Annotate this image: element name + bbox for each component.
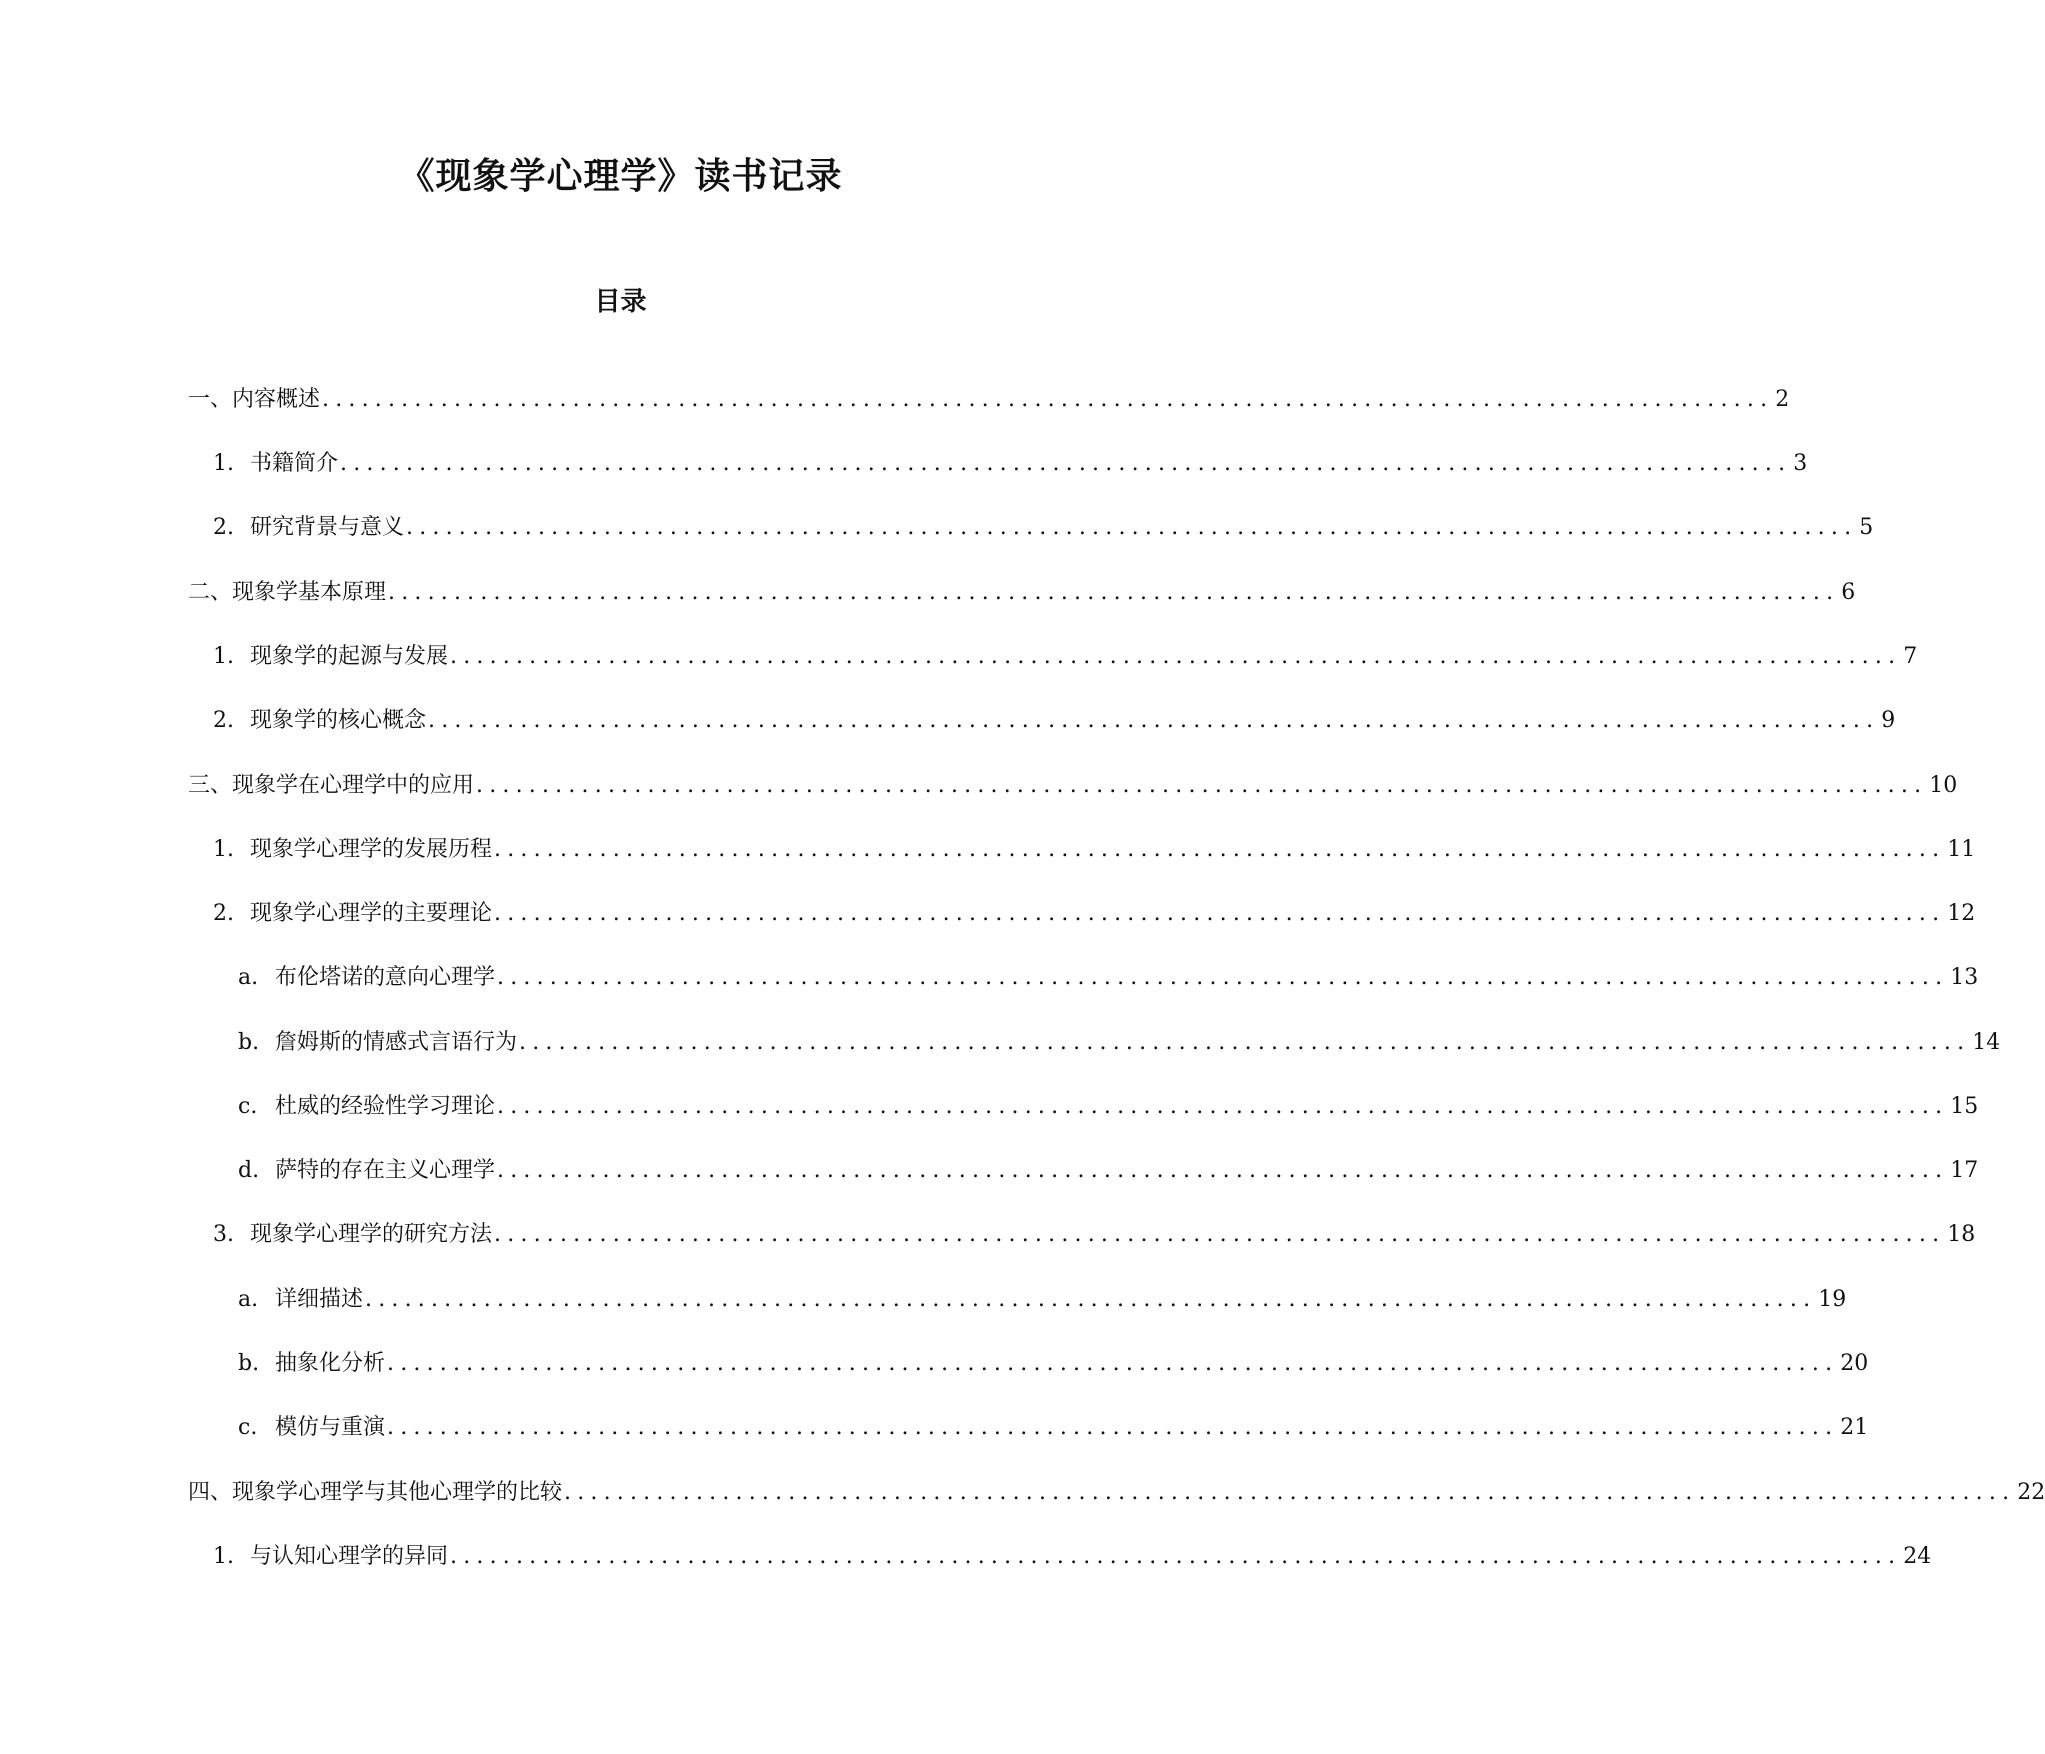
toc-entry-number: 1. — [213, 1544, 234, 1569]
toc-entry[interactable] — [238, 963, 1979, 993]
dot-leader: .............................................................................................................. — [494, 1222, 1946, 1247]
dot-leader: .............................................................................................................. — [450, 644, 1902, 669]
toc-entry-title: 布伦塔诺的意向心理学 — [275, 965, 496, 990]
toc-entry-title: 书籍简介 — [250, 451, 339, 476]
toc-entry-page: 12 — [1947, 901, 1976, 926]
toc-entry-number: 2. — [213, 708, 234, 733]
toc-entry-page: 17 — [1950, 1158, 1979, 1183]
toc-entry-title: 现象学心理学的主要理论 — [250, 901, 493, 926]
dot-leader: .............................................................................................................. — [340, 451, 1792, 476]
toc-entry-title: 现象学的起源与发展 — [250, 644, 449, 669]
toc-entry-page: 6 — [1841, 580, 1856, 605]
toc-entry-number: c. — [238, 1094, 258, 1119]
toc-entry[interactable] — [188, 771, 1958, 801]
toc-entry-page: 10 — [1929, 773, 1958, 798]
toc-entry-page: 18 — [1947, 1222, 1976, 1247]
dot-leader: .............................................................................................................. — [494, 837, 1946, 862]
toc-entry-number: a. — [238, 965, 259, 990]
dot-leader: .............................................................................................................. — [497, 1094, 1949, 1119]
toc-entry-title: 与认知心理学的异同 — [250, 1544, 449, 1569]
dot-leader: .............................................................................................................. — [406, 515, 1858, 540]
dot-leader: .............................................................................................................. — [450, 1544, 1902, 1569]
toc-entry[interactable] — [213, 706, 1896, 736]
dot-leader: .............................................................................................................. — [494, 901, 1946, 926]
dot-leader: .............................................................................................................. — [564, 1480, 2016, 1505]
toc-entry-title: 研究背景与意义 — [250, 515, 405, 540]
dot-leader: .............................................................................................................. — [365, 1287, 1817, 1312]
toc-entry-title: 四、现象学心理学与其他心理学的比较 — [188, 1480, 563, 1505]
toc-entry-page: 3 — [1793, 451, 1808, 476]
toc-entry[interactable] — [213, 835, 1976, 865]
toc-entry-number: 2. — [213, 901, 234, 926]
toc-entry-number: b. — [238, 1030, 260, 1055]
toc-entry-title: 现象学的核心概念 — [250, 708, 427, 733]
toc-entry[interactable] — [238, 1349, 1869, 1379]
toc-entry-number: 1. — [213, 837, 234, 862]
toc-entry-number: a. — [238, 1287, 259, 1312]
toc-entry-number: c. — [238, 1415, 258, 1440]
toc-entry-number: b. — [238, 1351, 260, 1376]
toc-entry[interactable] — [238, 1028, 2001, 1058]
toc-entry-page: 11 — [1947, 837, 1976, 862]
toc-entry-page: 5 — [1859, 515, 1874, 540]
dot-leader: .............................................................................................................. — [322, 387, 1774, 412]
toc-entry[interactable] — [238, 1156, 1979, 1186]
toc-entry-title: 一、内容概述 — [188, 387, 321, 412]
document-title: 《现象学心理学》读书记录 — [398, 156, 843, 197]
toc-entry[interactable] — [238, 1092, 1979, 1122]
toc-entry-page: 15 — [1950, 1094, 1979, 1119]
toc-entry-title: 杜威的经验性学习理论 — [275, 1094, 496, 1119]
toc-entry-number: 1. — [213, 451, 234, 476]
toc-heading: 目录 — [594, 287, 647, 317]
toc-entry[interactable] — [213, 513, 1874, 543]
toc-entry[interactable] — [213, 899, 1976, 929]
toc-entry-page: 14 — [1972, 1030, 2001, 1055]
toc-entry-number: 3. — [213, 1222, 234, 1247]
toc-entry-page: 22 — [2017, 1480, 2045, 1505]
toc-entry-title: 二、现象学基本原理 — [188, 580, 387, 605]
dot-leader: .............................................................................................................. — [519, 1030, 1971, 1055]
toc-entry-title: 三、现象学在心理学中的应用 — [188, 773, 475, 798]
toc-entry-title: 萨特的存在主义心理学 — [275, 1158, 496, 1183]
toc-entry[interactable] — [213, 1220, 1976, 1250]
toc-entry[interactable] — [213, 642, 1918, 672]
toc-entry-page: 7 — [1903, 644, 1918, 669]
toc-entry[interactable] — [213, 449, 1808, 479]
toc-entry-page: 24 — [1903, 1544, 1932, 1569]
toc-entry-page: 19 — [1818, 1287, 1847, 1312]
toc-entry-title: 模仿与重演 — [275, 1415, 386, 1440]
toc-entry-title: 现象学心理学的发展历程 — [250, 837, 493, 862]
dot-leader: .............................................................................................................. — [476, 773, 1928, 798]
toc-entry[interactable] — [188, 578, 1856, 608]
dot-leader: .............................................................................................................. — [497, 965, 1949, 990]
toc-entry[interactable] — [213, 1542, 1932, 1572]
toc-entry-number: 1. — [213, 644, 234, 669]
dot-leader: .............................................................................................................. — [388, 580, 1840, 605]
toc-entry-title: 抽象化分析 — [275, 1351, 386, 1376]
toc-entry-number: d. — [238, 1158, 260, 1183]
dot-leader: .............................................................................................................. — [428, 708, 1880, 733]
dot-leader: .............................................................................................................. — [387, 1351, 1839, 1376]
dot-leader: .............................................................................................................. — [497, 1158, 1949, 1183]
toc-entry-title: 现象学心理学的研究方法 — [250, 1222, 493, 1247]
toc-entry-page: 9 — [1881, 708, 1896, 733]
toc-entry-title: 详细描述 — [275, 1287, 364, 1312]
toc-entry-title: 詹姆斯的情感式言语行为 — [275, 1030, 518, 1055]
dot-leader: .............................................................................................................. — [387, 1415, 1839, 1440]
toc-entry[interactable] — [188, 1478, 2045, 1508]
toc-entry[interactable] — [188, 385, 1790, 415]
toc-entry-page: 2 — [1775, 387, 1790, 412]
toc-entry[interactable] — [238, 1413, 1869, 1443]
toc-entry-number: 2. — [213, 515, 234, 540]
toc-entry[interactable] — [238, 1285, 1847, 1315]
toc-entry-page: 20 — [1840, 1351, 1869, 1376]
toc-entry-page: 13 — [1950, 965, 1979, 990]
toc-entry-page: 21 — [1840, 1415, 1869, 1440]
